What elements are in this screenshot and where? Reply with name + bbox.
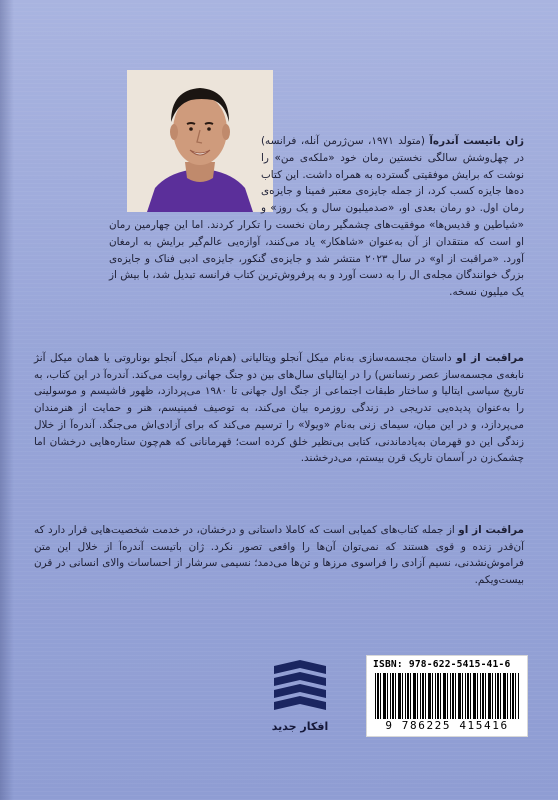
barcode-bars (375, 673, 519, 719)
review-title: مراقبت از او (458, 524, 524, 536)
author-bio-text: (متولد ۱۹۷۱، سن‌ژرمن آنله، فرانسه) در چهل‌وشش سالگی نخستین رمان خود «ملکه‌ی من» را نوشت که برایش موفقیتی گسترده به همراه داشت. این کتاب ده‌ها جایزه کسب کرد، از جمله جایزه‌ی معتبر فمینا و جایزه‌ی رمان اول. دو رمان بعدی او، «صدمیلیون سال و یک روز» و «شیاطین و قدیس‌ها» موفقیت‌های چشمگیر رمان نخست را تکرار کردند. اما این چهارمین رمان او است که منتقدان از آن به‌عنوان «شاهکار» یاد می‌کنند، آوازه‌یی عالم‌گیر برایش به ارمغان آورد. «مراقبت از او» در سال ۲۰۲۳ منتشر شد و جایزه‌ی گنکور، جایزه‌ی ادبی فناک و جایزه‌ی بزرگ خوانندگان مجله‌ی ال را به دست آورد و به پرفروش‌ترین کتاب فرانسه تبدیل شد، با بیش از یک میلیون نسخه. (109, 135, 524, 299)
synopsis-text: داستان مجسمه‌سازی به‌نام میکل آنجلو ویتالیانی (هم‌نام میکل آنجلو بوناروتی یا همان میکل آنژ نابغه‌ی مجسمه‌ساز عصر رنسانس) را در ایتالیای سال‌های بین دو جنگ جهانی روایت می‌کند. آندره‌آ در این کتاب، به تاریخ سیاسی ایتالیا و ساختار طبقات اجتماعی از جنگ اول جهانی تا ۱۹۸۰ می‌پردازد، ظهور فاشیسم و موسولینی را به‌عنوان پدیده‌یی تدریجی در زندگی روزمره بیان می‌کند، به توصیف فمینیسم، هنر و حمایت از هنرمندان می‌پردازد، و در این میان، سیمای زنی به‌نام «ویولا» را ترسیم می‌کند که برای آزادی‌اش می‌جنگد. آندره‌آ از خلال زندگی این دو قهرمان به‌یادماندنی، کتابی بی‌نظیر خلق کرده است؛ قهرمانانی که هم‌چون ستاره‌هایی درخشان اما چشمک‌زن در آسمان تاریک قرن بیستم، می‌درخشند. (34, 352, 524, 465)
synopsis-section (34, 350, 524, 467)
isbn-barcode (366, 655, 528, 737)
isbn-label: ISBN: 978-622-5415-41-6 (373, 659, 511, 670)
review-section (34, 522, 524, 589)
synopsis-title: مراقبت از او (456, 352, 524, 364)
publisher-name: افکار جدید (271, 720, 329, 733)
spine-shadow (0, 0, 14, 800)
barcode-number: 9 786225 415416 (385, 719, 509, 732)
review-text: از جمله کتاب‌های کمیابی است که کاملا داستانی و درخشان، در خدمت شخصیت‌هایی قرار دارد که آن‌قدر زنده و قوی هستند که نمی‌توان آن‌ها را واقعی تصور نکرد. ژان باتیست آندره‌آ از خلال این متن فراموش‌نشدنی، نسیم آزادی را فراسوی مرزها و تن‌ها می‌دمد؛ نسیمی سرشار از احساسات والای انسانی در قرن بیست‌ویکم. (34, 524, 524, 587)
author-name: ژان باتیست آندره‌آ (429, 135, 524, 147)
publisher-logo-icon (270, 660, 330, 715)
author-biography (109, 133, 524, 301)
